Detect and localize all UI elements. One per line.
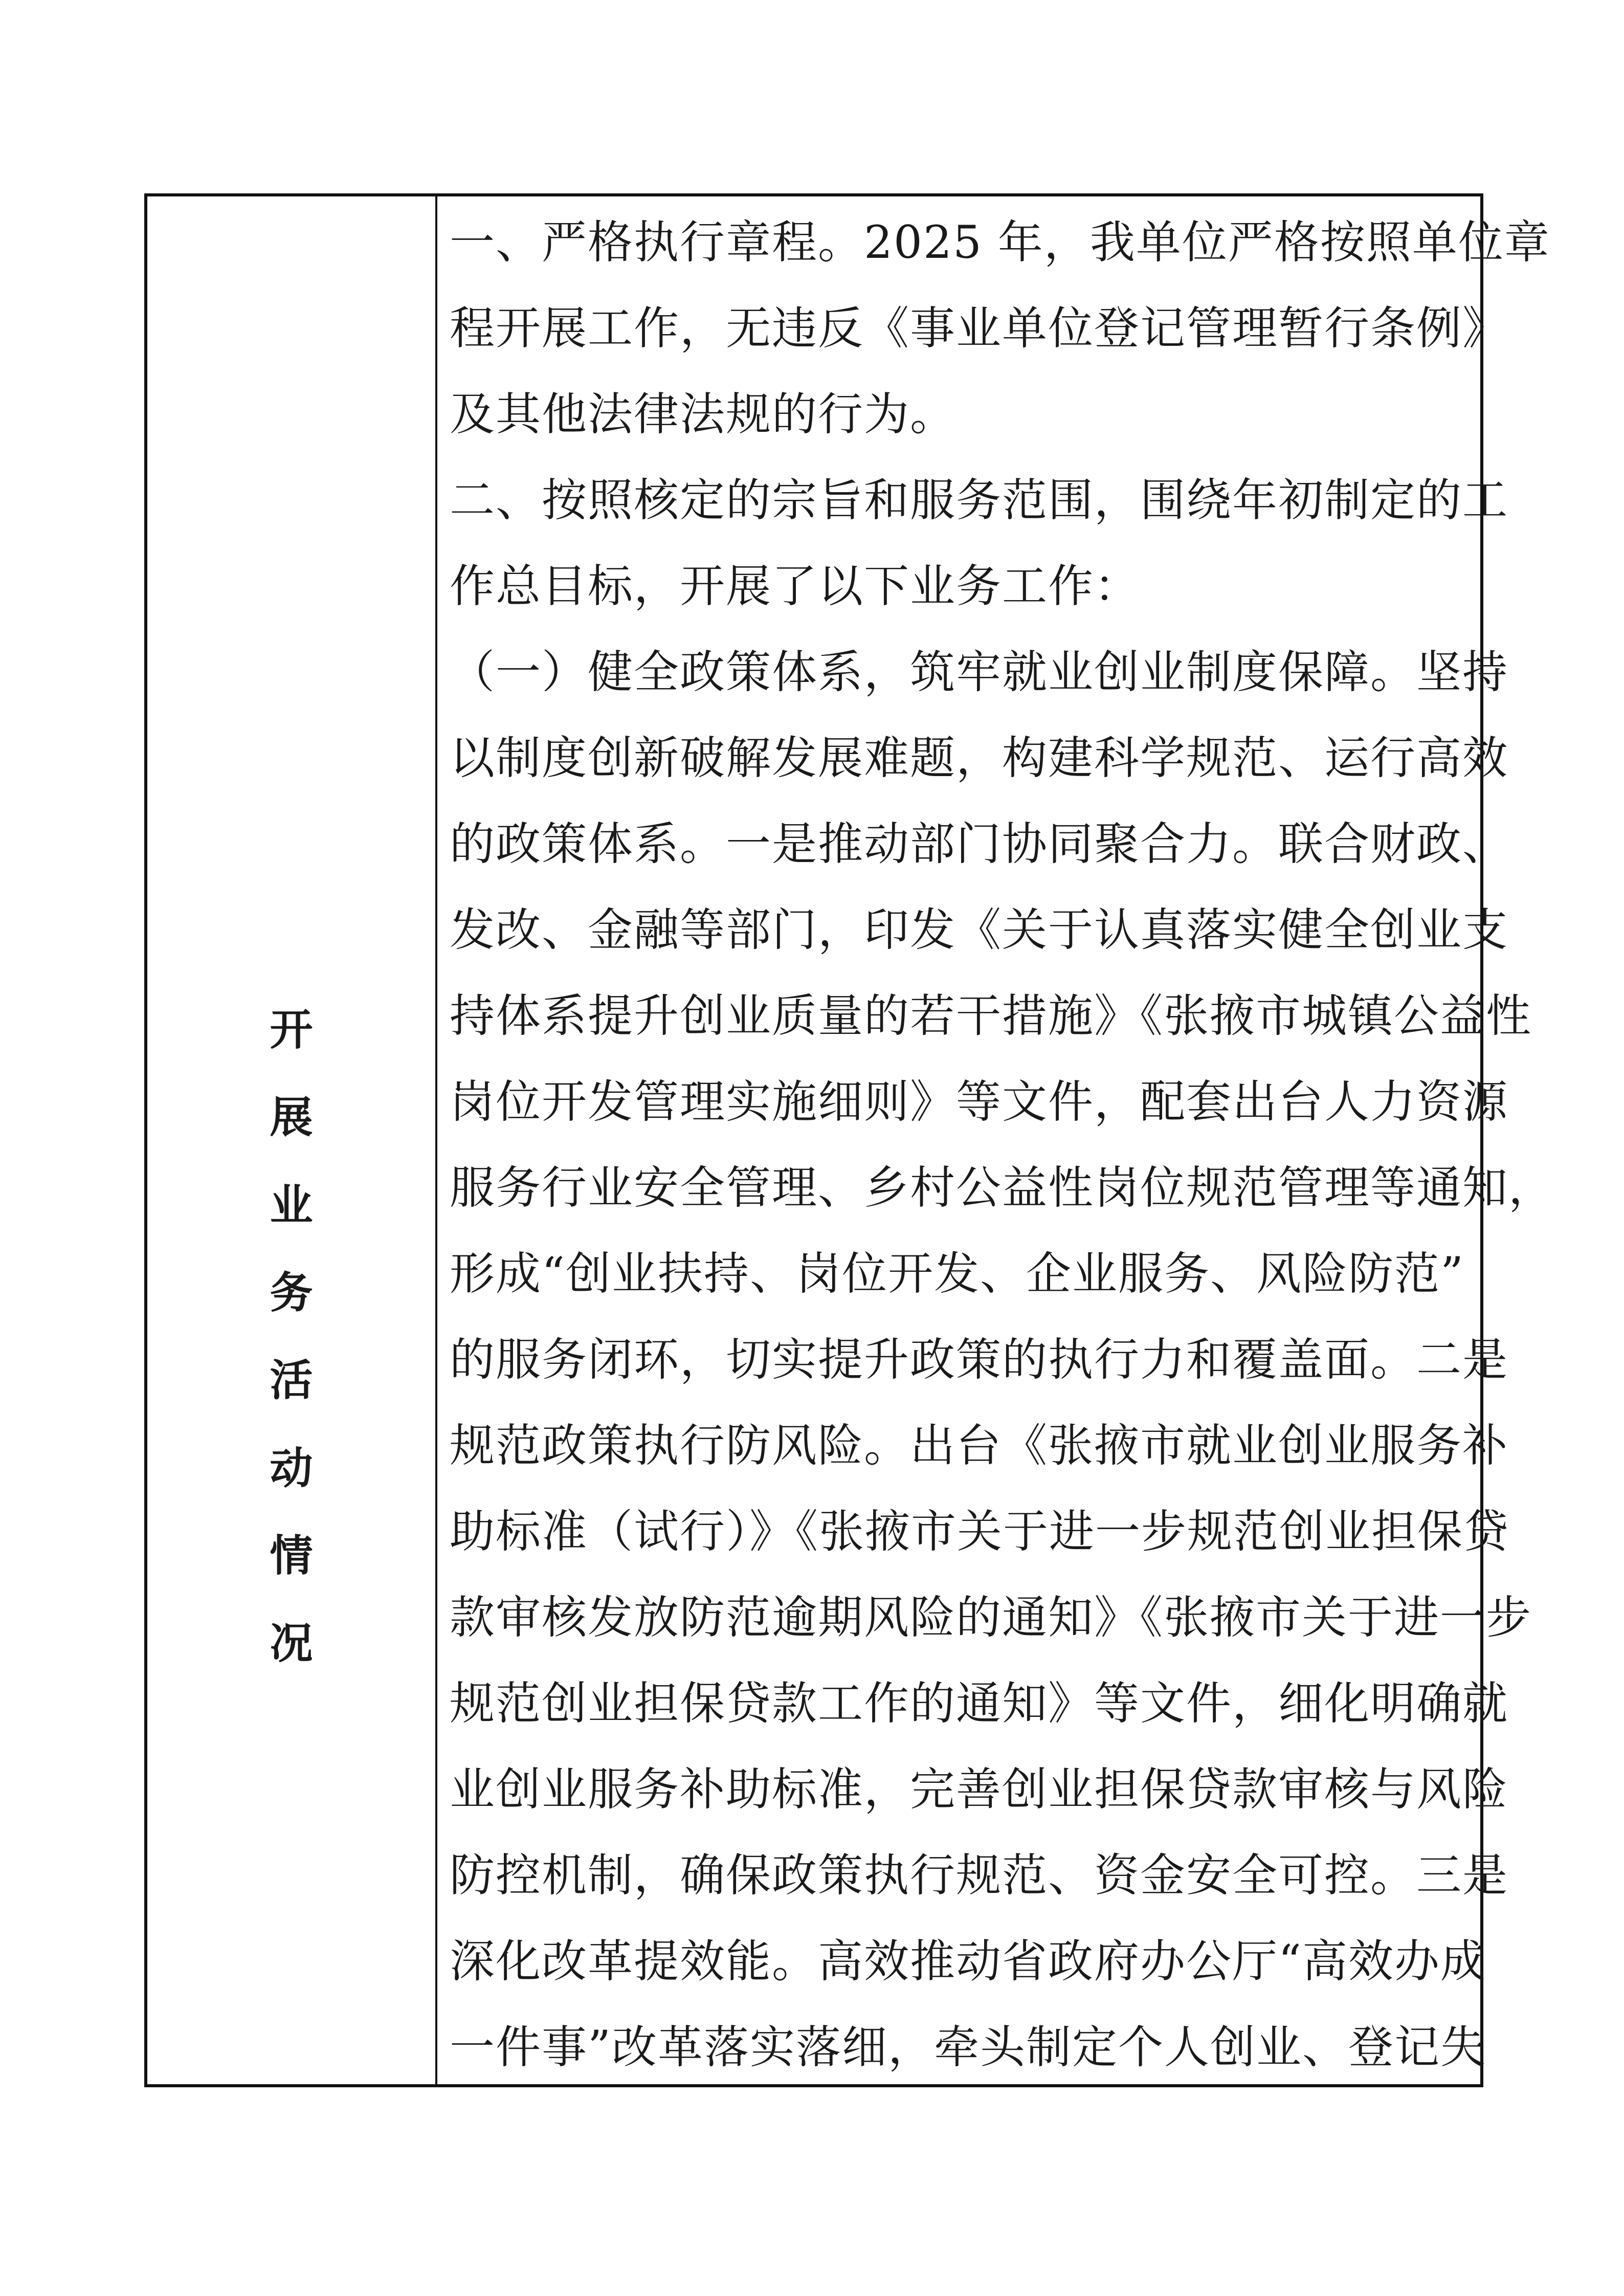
content-line: 防控机制，确保政策执行规范、资金安全可控。三是 xyxy=(450,1849,1509,1902)
content-line: （一）健全政策体系，筑牢就业创业制度保障。坚持 xyxy=(450,646,1509,698)
content-line: 的政策体系。一是推动部门协同聚合力。联合财政、 xyxy=(450,818,1509,870)
content-line: 一件事”改革落实落细，牵头制定个人创业、登记失 xyxy=(450,2021,1486,2073)
content-line: 助标准（试行）》《张掖市关于进一步规范创业担保贷 xyxy=(450,1505,1510,1558)
content-line: 持体系提升创业质量的若干措施》《张掖市城镇公益性 xyxy=(450,989,1532,1042)
content-line: 款审核发放防范逾期风险的通知》《张掖市关于进一步 xyxy=(450,1591,1532,1644)
label-cell xyxy=(147,196,435,2084)
content-line: 作总目标，开展了以下业务工作： xyxy=(450,560,1141,612)
content-line: 业创业服务补助标准，完善创业担保贷款审核与风险 xyxy=(450,1763,1509,1816)
content-line: 服务行业安全管理、乡村公益性岗位规范管理等通知， xyxy=(450,1161,1555,1214)
content-line: 形成“创业扶持、岗位开发、企业服务、风险防范” xyxy=(450,1247,1464,1300)
label-char: 况 xyxy=(270,1618,313,1668)
content-line: 的服务闭环，切实提升政策的执行力和覆盖面。二是 xyxy=(450,1333,1509,1386)
content-line: 二、按照核定的宗旨和服务范围，围绕年初制定的工 xyxy=(450,474,1509,526)
content-cell xyxy=(439,196,1555,2084)
column-divider xyxy=(435,196,437,2084)
label-char: 活 xyxy=(270,1355,313,1405)
content-line: 以制度创新破解发展难题，构建科学规范、运行高效 xyxy=(450,732,1509,784)
content-line: 规范创业担保贷款工作的通知》等文件，细化明确就 xyxy=(450,1677,1509,1730)
content-line: 岗位开发管理实施细则》等文件，配套出台人力资源 xyxy=(450,1075,1509,1128)
form-table xyxy=(144,193,1555,2087)
label-char: 动 xyxy=(270,1443,313,1493)
content-line: 及其他法律法规的行为。 xyxy=(450,388,956,440)
content-line: 程开展工作，无违反《事业单位登记管理暂行条例》 xyxy=(450,302,1509,355)
label-char: 务 xyxy=(270,1268,313,1318)
label-char: 业 xyxy=(270,1180,313,1230)
content-line: 一、严格执行章程。2025 年，我单位严格按照单位章 xyxy=(450,216,1550,269)
content-line: 深化改革提效能。高效推动省政府办公厅“高效办成 xyxy=(450,1935,1486,1988)
label-char: 开 xyxy=(270,1005,313,1055)
label-char: 情 xyxy=(270,1531,313,1581)
content-line: 发改、金融等部门，印发《关于认真落实健全创业支 xyxy=(450,903,1509,956)
label-char: 展 xyxy=(270,1092,313,1142)
content-line: 规范政策执行防风险。出台《张掖市就业创业服务补 xyxy=(450,1419,1509,1472)
